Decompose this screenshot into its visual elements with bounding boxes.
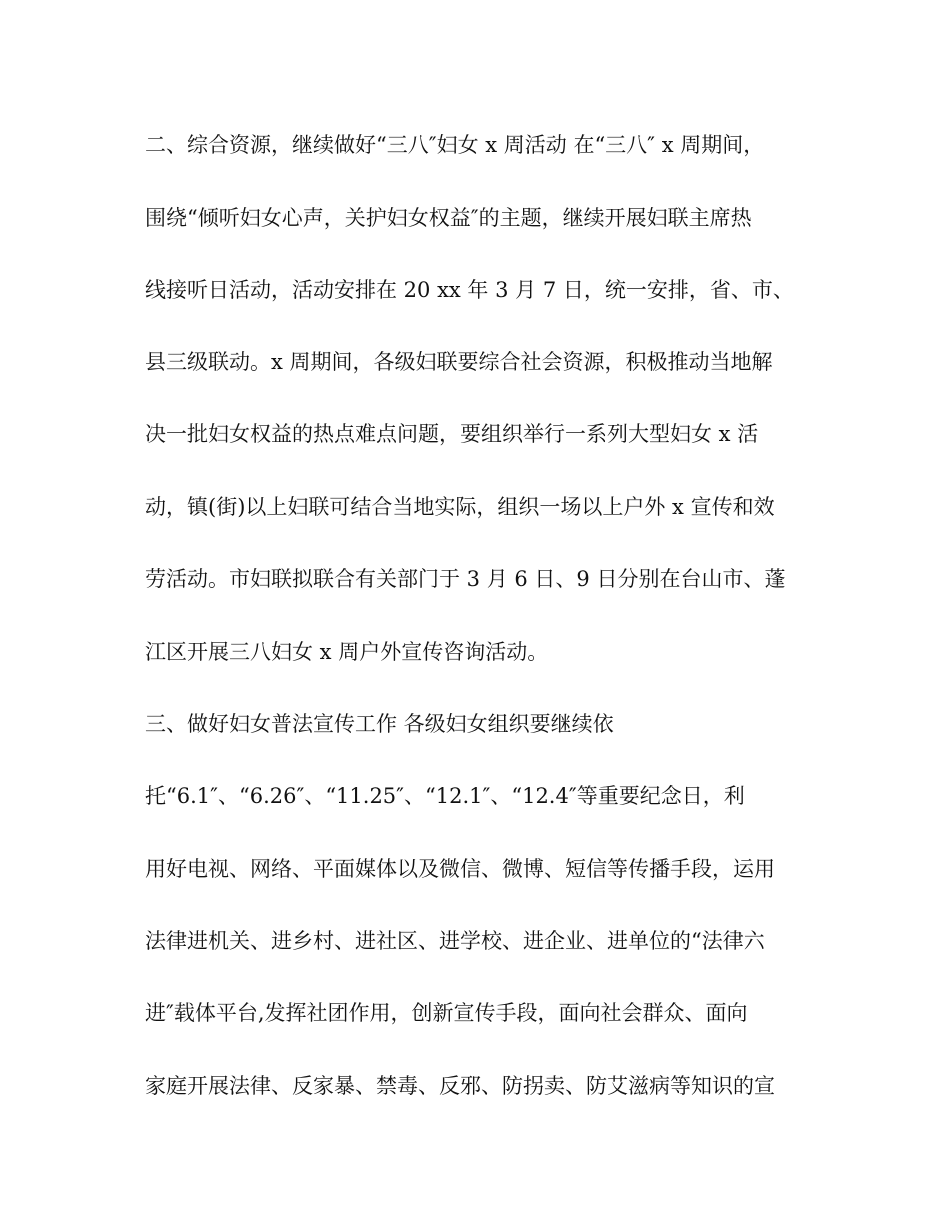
text-line: 用好电视、网络、平面媒体以及微信、微博、短信等传播手段，运用: [145, 857, 775, 881]
text-line: 动，镇(街)以上妇联可结合当地实际，组织一场以上户外 x 宣传和效: [145, 495, 775, 519]
text-line: 进″载体平台,发挥社团作用，创新宣传手段，面向社会群众、面向: [145, 1001, 748, 1025]
text-line: 决一批妇女权益的热点难点问题，要组织举行一系列大型妇女 x 活: [145, 422, 759, 446]
section-heading-line: 三、做好妇女普法宣传工作 各级妇女组织要继续依: [145, 712, 614, 736]
text-line: 法律进机关、进乡村、进社区、进学校、进企业、进单位的“法律六: [145, 929, 765, 953]
text-line: 二、综合资源，继续做好“三八″妇女 x 周活动 在“三八″ x 周期间，: [145, 133, 765, 157]
text-line: 家庭开展法律、反家暴、禁毒、反邪、防拐卖、防艾滋病等知识的宣: [145, 1074, 775, 1098]
text-line: 劳活动。市妇联拟联合有关部门于 3 月 6 日、9 日分别在台山市、蓬: [145, 567, 786, 591]
text-line: 县三级联动。x 周期间，各级妇联要综合社会资源，积极推动当地解: [145, 350, 773, 374]
text-line: 托“6.1″、“6.26″、“11.25″、“12.1″、“12.4″等重要纪念日，利: [145, 784, 745, 808]
text-line: 线接听日活动，活动安排在 20 xx 年 3 月 7 日，统一安排，省、市、: [145, 278, 794, 302]
text-line: 围绕“倾听妇女心声，关护妇女权益″的主题，继续开展妇联主席热: [145, 206, 752, 230]
text-line: 江区开展三八妇女 x 周户外宣传咨询活动。: [145, 640, 549, 664]
